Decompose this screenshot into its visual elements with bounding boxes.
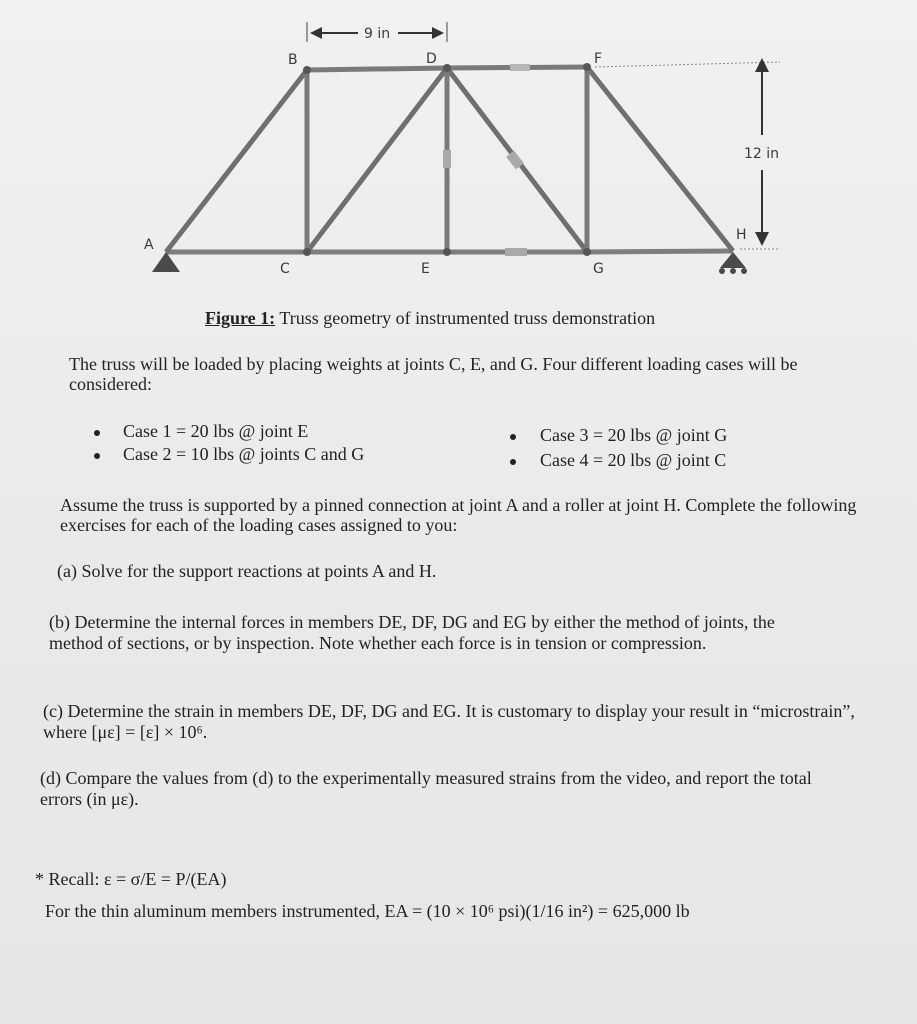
figure-caption xyxy=(205,308,655,329)
joint-C-node xyxy=(303,248,311,256)
exercise-d: (d) Compare the values from (d) to the experimentally measured strains from the video, and report the total errors (in με). xyxy=(40,768,812,809)
gauge-EG xyxy=(505,248,527,256)
joint-G-node xyxy=(583,248,591,256)
gauge-DF xyxy=(510,64,530,71)
bullet-case4 xyxy=(510,459,516,465)
dim-height-arrow-top xyxy=(755,58,769,72)
joint-label-C: C xyxy=(280,261,290,277)
member-FH xyxy=(587,67,733,251)
dim-height-ref-top xyxy=(595,62,780,67)
exercise-b: (b) Determine the internal forces in members DE, DF, DG and EG by either the method of joints, the method of sections, or by inspection. Note whether each force is in tension or compression. xyxy=(49,612,775,653)
joint-B-node xyxy=(303,66,311,74)
joint-label-B: B xyxy=(288,52,298,68)
gauge-DE xyxy=(443,150,451,168)
roller-support-H xyxy=(719,252,747,274)
case-2: Case 2 = 10 lbs @ joints C and G xyxy=(123,444,365,464)
joint-label-A: A xyxy=(144,237,154,253)
pin-support-A xyxy=(152,252,180,272)
figure-caption-label: Figure 1: xyxy=(205,308,276,328)
dim-height-label: 12 in xyxy=(744,146,780,162)
bullet-case3 xyxy=(510,434,516,440)
joint-label-E: E xyxy=(421,261,430,277)
joint-F-node xyxy=(583,63,591,71)
joint-E-node xyxy=(443,248,451,256)
dim-width-label: 9 in xyxy=(364,26,391,42)
recall-formula: * Recall: ε = σ/E = P/(EA) xyxy=(35,869,227,889)
case-3: Case 3 = 20 lbs @ joint G xyxy=(540,425,728,445)
joint-label-G: G xyxy=(593,261,604,277)
case-1: Case 1 = 20 lbs @ joint E xyxy=(123,421,309,441)
exercise-a: (a) Solve for the support reactions at points A and H. xyxy=(57,561,437,581)
case-4: Case 4 = 20 lbs @ joint C xyxy=(540,450,727,470)
member-AB xyxy=(166,70,307,252)
ea-statement: For the thin aluminum members instrumented, EA = (10 × 10⁶ psi)(1/16 in²) = 625,000 lb xyxy=(45,901,690,921)
dim-width-arrow-right xyxy=(432,27,444,39)
joint-label-H: H xyxy=(736,227,747,243)
joint-label-D: D xyxy=(426,51,437,67)
truss-figure xyxy=(0,0,917,300)
bullet-case2 xyxy=(94,453,100,459)
member-CD xyxy=(307,68,447,252)
joint-D-node xyxy=(443,64,451,72)
figure-caption-text: Truss geometry of instrumented truss demonstration xyxy=(279,308,656,328)
dim-height-arrow-bottom xyxy=(755,232,769,246)
assumption-paragraph: Assume the truss is supported by a pinned connection at joint A and a roller at joint H. Complete the following exercises for each of the loading cases assigned to you: xyxy=(60,495,857,535)
bullet-case1 xyxy=(94,430,100,436)
member-GH xyxy=(587,251,733,252)
exercise-c: (c) Determine the strain in members DE, DF, DG and EG. It is customary to display your result in “microstrain”, where [με] = [ε] × 10⁶. xyxy=(43,701,855,742)
joint-label-F: F xyxy=(594,51,603,67)
dim-width-arrow-left xyxy=(310,27,322,39)
intro-paragraph: The truss will be loaded by placing weights at joints C, E, and G. Four different loading cases will be considered: xyxy=(69,354,798,394)
member-BD xyxy=(307,68,447,70)
